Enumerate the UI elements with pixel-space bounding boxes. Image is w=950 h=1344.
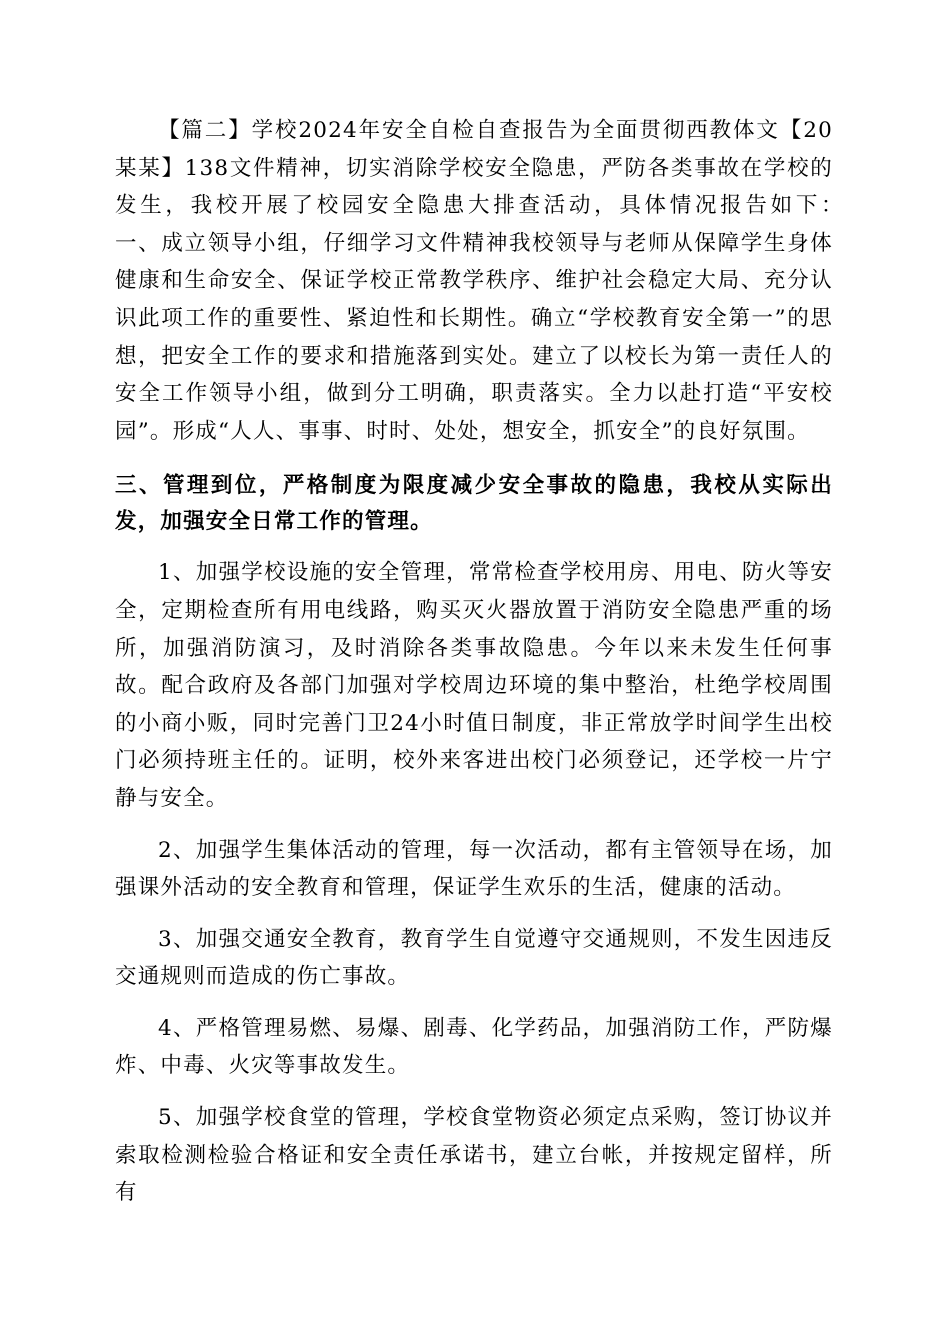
intro-paragraph: 【篇二】学校2024年安全自检自查报告为全面贯彻西教体文【20某某】138文件精神，切实消除学校安全隐患，严防各类事故在学校的发生，我校开展了校园安全隐患大排查活动，具体情况报告如下： 一、成立领导小组，仔细学习文件精神我校领导与老师从保障学生身体健康和生命安全、保证学校正常教学秩序、维护社会稳定大局、充分认识此项工作的重要性、紧迫性和长期性。确立“学校教育安全第一”的思想，把安全工作的要求和措施落到实处。建立了以校长为第一责任人的安全工作领导小组，做到分工明确，职责落实。全力以赴打造“平安校园”。形成“人人、事事、时时、处处，想安全，抓安全”的良好氛围。: [115, 118, 879, 444]
list-item-1: 1、加强学校设施的安全管理，常常检查学校用房、用电、防火等安全，定期检查所有用电线路，购买灭火器放置于消防安全隐患严重的场所，加强消防演习，及时消除各类事故隐患。今年以来未发生任何事故。配合政府及各部门加强对学校周边环境的集中整治，杜绝学校周围的小商小贩，同时完善门卫24小时值日制度，非正常放学时间学生出校门必须持班主任的。证明，校外来客进出校门必须登记，还学校一片宁静与安全。: [115, 560, 833, 811]
list-item-2: 2、加强学生集体活动的管理，每一次活动，都有主管领导在场，加强课外活动的安全教育和管理，保证学生欢乐的生活，健康的活动。: [115, 837, 833, 901]
document-body: [115, 112, 879, 1212]
list-item-5: 5、加强学校食堂的管理，学校食堂物资必须定点采购，签订协议并索取检测检验合格证和安全责任承诺书，建立台帐，并按规定留样，所有: [115, 1105, 833, 1206]
section-heading: 三、管理到位，严格制度为限度减少安全事故的隐患，我校从实际出发，加强安全日常工作的管理。: [115, 473, 833, 535]
list-item-4: 4、严格管理易燃、易爆、剧毒、化学药品，加强消防工作，严防爆炸、中毒、火灾等事故发生。: [115, 1015, 833, 1079]
list-item-3: 3、加强交通安全教育，教育学生自觉遵守交通规则，不发生因违反交通规则而造成的伤亡事故。: [115, 926, 833, 990]
